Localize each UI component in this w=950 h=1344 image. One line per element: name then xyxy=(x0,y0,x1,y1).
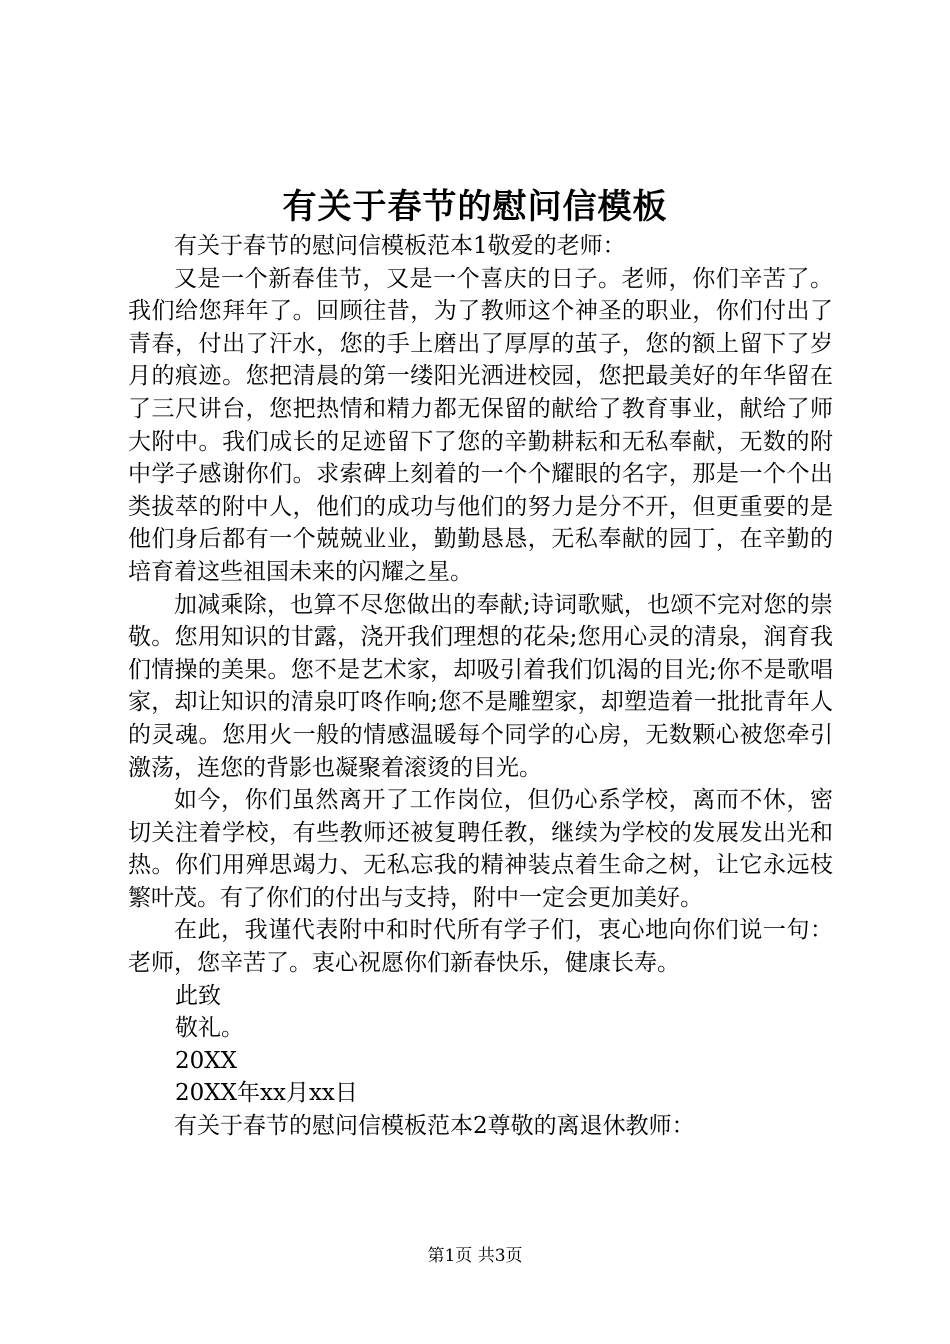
intro-line: 有关于春节的慰问信模板范本1敬爱的老师： xyxy=(174,233,626,259)
paragraph-wishes: 在此，我谨代表附中和时代所有学子们，衷心地向你们说一句：老师，您辛苦了。衷心祝愿你们新春快乐，健康长寿。 xyxy=(128,917,833,977)
paragraph-greeting: 又是一个新春佳节，又是一个喜庆的日子。老师，你们辛苦了。我们给您拜年了。回顾往昔，为了教师这个神圣的职业，你们付出了青春，付出了汗水，您的手上磨出了厚厚的茧子，您的额上留下了岁月的痕迹。您把清晨的第一缕阳光洒进校园，您把最美好的年华留在了三尺讲台，您把热情和精力都无保留的献给了教育事业，献给了师大附中。我们成长的足迹留下了您的辛勤耕耘和无私奉献，无数的附中学子感谢你们。求索碑上刻着的一个个耀眼的名字，那是一个个出类拔萃的附中人，他们的成功与他们的努力是分不开，但更重要的是他们身后都有一个兢兢业业，勤勤恳恳，无私奉献的园丁，在辛勤的培育着这些祖国未来的闪耀之星。 xyxy=(128,265,833,585)
next-template-heading: 有关于春节的慰问信模板范本2尊敬的离退休教师： xyxy=(174,1113,695,1140)
signature-date: 20XX年xx月xx日 xyxy=(175,1080,358,1107)
closing-salutation: 此致 xyxy=(175,982,221,1009)
signature-year: 20XX xyxy=(175,1047,238,1074)
document-body xyxy=(128,230,833,1143)
document-title: 有关于春节的慰问信模板 xyxy=(282,187,668,227)
paragraph-retired: 如今，你们虽然离开了工作岗位，但仍心系学校，离而不休，密切关注着学校，有些教师还被复聘任教，继续为学校的发展发出光和热。你们用殚思竭力、无私忘我的精神装点着生命之树，让它永远枝繁叶茂。有了你们的付出与支持，附中一定会更加美好。 xyxy=(128,787,833,911)
paragraph-tribute: 加减乘除，也算不尽您做出的奉献;诗词歌赋，也颂不完对您的崇敬。您用知识的甘露，浇开我们理想的花朵;您用心灵的清泉，润育我们情操的美果。您不是艺术家，却吸引着我们饥渴的目光;你不是歌唱家，却让知识的清泉叮咚作响;您不是雕塑家，却塑造着一批批青年人的灵魂。您用火一般的情感温暖每个同学的心房，无数颗心被您牵引激荡，连您的背影也凝聚着滚烫的目光。 xyxy=(128,591,833,781)
page-number-footer: 第1页 共3页 xyxy=(427,1246,523,1266)
closing-regards: 敬礼。 xyxy=(175,1015,244,1042)
